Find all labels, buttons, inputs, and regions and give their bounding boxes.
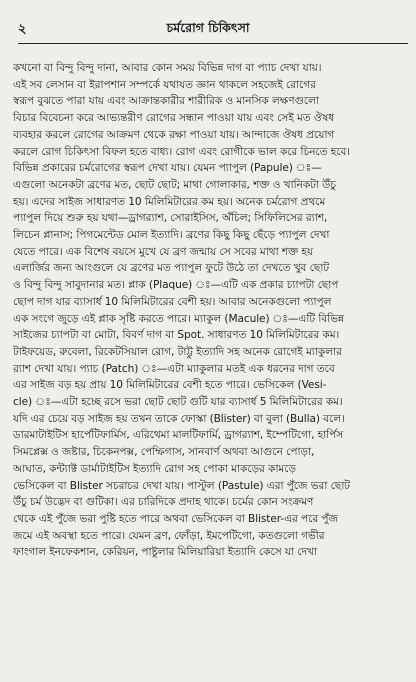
text-line: যেতে পারে। এক বিশেষ বয়সে মুখে যে ব্রণ জন্মায় সে সবের মাথা শক্ত হয়	[13, 245, 314, 258]
text-line: স্বরূপ বুঝতে পারা যায় এবং আক্রান্তকারীর শারীরিক ও মানসিক লক্ষণগুলো	[13, 95, 320, 108]
text-line: থেকে এই পুঁজে ভরা পুষ্টি হতে পারে অথবা ভেসিকেল বা Blister-এর পরে পুঁজ	[13, 512, 338, 525]
text-line: টাইফয়েড, রুবেলা, রিকেটসিয়াল রোগ, টাট্টু ইত্যাদি সহ অনেক রোগেই ম্যাকুলার	[13, 345, 342, 358]
text-line: ছোপ দাগ যার ব্যাসার্ধ 10 মিলিমিটারের বেশী হয়। আবার অনেকগুলো প্যাপুল	[13, 295, 332, 308]
running-title: চর্মরোগ চিকিৎসা	[166, 20, 250, 35]
text-line: যদি এর চেয়ে বড় সাইজ হয় তখন তাকে ফোস্কা (Blister) বা বুলা (Bulla) বলে।	[13, 412, 345, 425]
text-line: ডারমাটাইটিস হার্পেটিফার্মিস, এরিথেমা মালটিফার্মি, ড্রাগর‍্যাশ, ইম্পেটিগো, হার্পিস	[13, 429, 344, 442]
text-line: ও বিন্দু বিন্দু সাবুদানার মত। প্লাক (Plaque) ঃ—এটি এক প্রকার চ্যাপটা ছোপ	[13, 279, 339, 292]
text-line: করলে রোগ চিকিৎসা বিফল হতে বাধ্য। রোগ এবং রোগীকে ভাল করে চিনতে হবে।	[13, 145, 350, 158]
text-line: এলার্জির জন্য আংগুলে যে ব্রণের মত প্যাপুল ফুটে উঠে তা দেখতে খুব ছোট	[13, 262, 329, 275]
text-line: ভেসিকেল বা Blister সচরাচর দেখা যায়। পাস্টুল (Pastule) এরা পুঁজে ভরা ছোট	[13, 479, 350, 492]
text-line: cle) ঃ—এটা হচ্ছে রসে ভরা ছোট ছোট গুটি যার ব্যাসার্ধ 5 মিলিমিটারের কম।	[13, 396, 343, 409]
text-line: এর সাইজ বড় হয় প্রায় 10 মিলিমিটারের বেশী হতে পারে। ভেসিকেল (Vesi-	[13, 379, 327, 392]
text-line: সিমপ্লেক্স ও জষ্টার, চিকেনপক্স, পেম্ফিগাস, সানবার্ণ অথবা আগুনে পোড়া,	[13, 446, 315, 459]
text-line: ফাংগাল ইনফেকশান, কেরিয়ন, পাষ্টুলার মিলিয়ারিয়া ইত্যাদি কেসে যা দেখা	[13, 546, 317, 559]
text-line: সাইজের চ্যাপটা বা মোটা, বিবর্ণ দাগ বা Spot. সাধারণত 10 মিলিমিটারের কম।	[13, 329, 340, 342]
text-line: কখনো বা বিন্দু বিন্দু দানা, আবার কোন সময় বিভিন্ন দাগ বা প্যাচ দেখা যায়।	[13, 62, 322, 74]
text-line: প্যাপুল দিয়ে শুরু হয় যথা—ড্রাগর‍্যাশ, সোরাইসিস, অঁচিল; সিফিলিসের র‍্যাশ,	[13, 212, 328, 225]
body-text	[13, 60, 410, 561]
text-line: এই সব লেসান বা ইরাপশান সম্পর্কে যথাযত জ্ঞান থাকলে সহজেই রোগের	[13, 78, 316, 91]
text-line: র‍্যাশ দেখা যায়। প্যাচ (Patch) ঃ—এটা ম্যাকুলার মতই এক ধরনের দাগ তবে	[13, 362, 335, 375]
text-line: ব্যবহার করলে রোগের আক্রমণ থেকে রক্ষা পাওয়া যায়। আন্দাজে ঔষধ প্রয়োগ	[13, 128, 335, 141]
text-line: হয়। এদের সাইজ সাধারণত 10 মিলিমিটারের কম হয়। অনেক চর্মরোগ প্রথমে	[13, 195, 326, 208]
page-number: ২	[18, 22, 27, 37]
text-line: এক সংগে জুড়ে এই প্লাক সৃষ্টি করতে পারে। ম্যাকুল (Macule) ঃ—এটি বিভিন্ন	[13, 312, 344, 325]
text-line: আঘাত, কন্ট্যাক্ট ডার্মাটাইটিস ইত্যাদি রোগ সহ পোকা মাকড়ের কামড়ে	[13, 462, 296, 475]
text-line: লিচেন প্লানাস; পিগমেন্টেড মোল ইত্যাদি। ব্রণের কিছু কিছু ছেঁড়ে প্যাপুল দেখা	[13, 229, 330, 242]
header-rule	[18, 43, 408, 44]
text-line: বিভিন্ন প্রকারের চর্মরোগের স্বরূপ দেখা যায়। যেমন প্যাপুল (Papule) ঃ—	[13, 162, 322, 175]
text-line: বিচার বিবেচনা করে আভ্যন্তরীণ রোগের সন্ধান পাওয়া যায় এবং সেই মত ঔষধ	[13, 112, 335, 125]
text-line: জমে এই অবস্থা হতে পারে। যেমন ব্রণ, ফোঁড়া, ইমপেটিগো, কতগুলো গভীর	[13, 529, 325, 542]
text-line: এগুলো অনেকটা ব্রণের মত, ছোট ছোট; মাথা গোলাকার, শক্ত ও খানিকটা উঁচু	[13, 178, 336, 191]
text-line: উঁচু চর্ম উদ্ভেদ বা গুটিকা। এর চারিদিকে প্রদাহ থাকে। চর্মের কোন সংক্রমণ	[13, 496, 314, 509]
